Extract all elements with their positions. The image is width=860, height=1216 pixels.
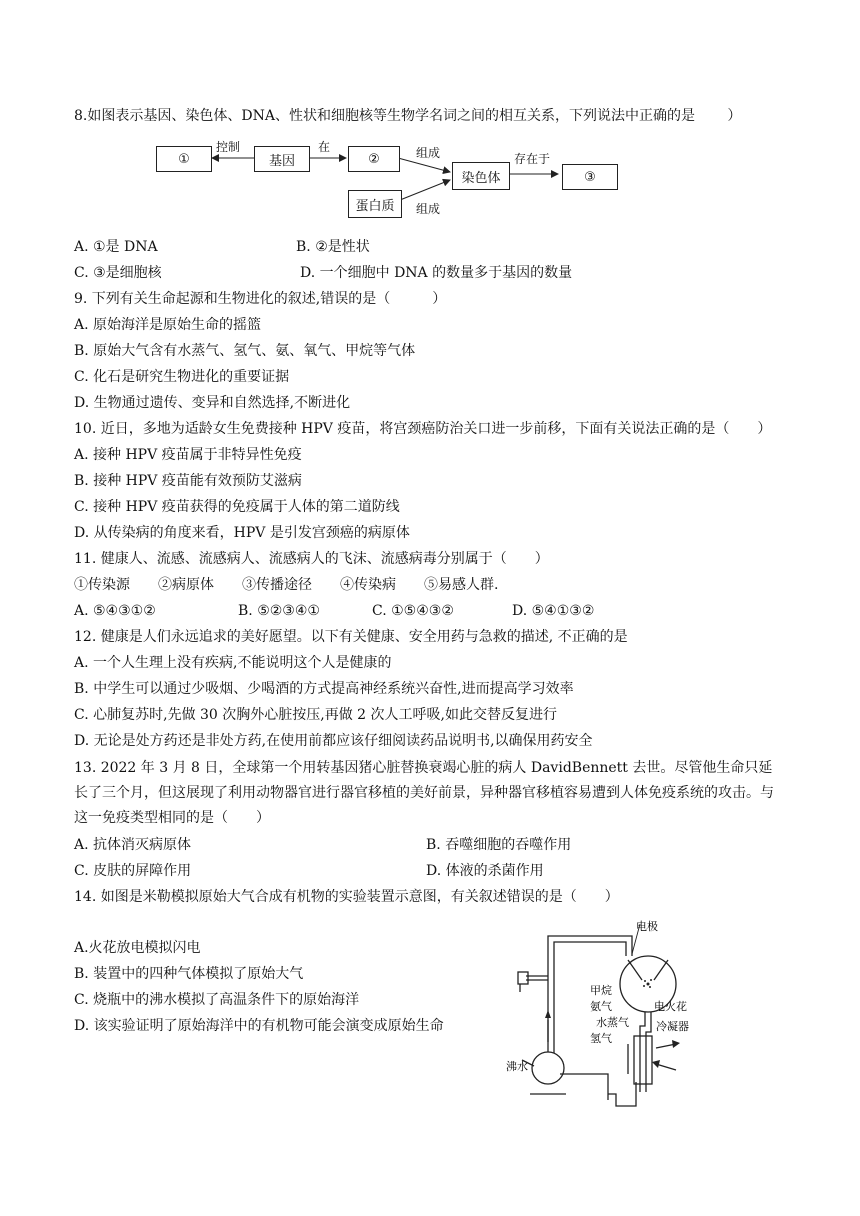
q14-stem: 14. 如图是米勒模拟原始大气合成有机物的实验装置示意图，有关叙述错误的是（ ） — [74, 889, 619, 905]
tube-right-inner — [646, 1012, 651, 1092]
label-condenser: 冷凝器 — [656, 1020, 689, 1033]
arrowhead-up — [545, 1010, 551, 1018]
spark-dot — [650, 979, 652, 981]
q10-option-a: A. 接种 HPV 疫苗属于非特异性免疫 — [74, 447, 302, 463]
label-spark: 电火花 — [654, 1000, 687, 1013]
q13-option-d: D. 体液的杀菌作用 — [426, 863, 544, 879]
bottom-trap — [608, 1082, 636, 1106]
arrowhead-in — [652, 1060, 660, 1068]
q9-option-a: A. 原始海洋是原始生命的摇篮 — [74, 317, 262, 333]
q14-option-b: B. 装置中的四种气体模拟了原始大气 — [74, 966, 304, 982]
arrowhead-out — [672, 1040, 680, 1048]
boiling-flask — [532, 1052, 564, 1084]
q13-option-c: C. 皮肤的屏障作用 — [74, 863, 192, 879]
flask-neck — [548, 1032, 554, 1053]
spark-dot — [643, 985, 645, 987]
label-compose-bottom: 组成 — [416, 202, 441, 216]
tube-right-outer — [640, 1012, 645, 1092]
q9-option-b: B. 原始大气含有水蒸气、氢气、氨、氧气、甲烷等气体 — [74, 343, 416, 359]
label-exist-in: 存在于 — [514, 152, 551, 166]
q11-option-a: A. ⑤④③①② — [74, 603, 156, 619]
q12-option-a: A. 一个人生理上没有疾病,不能说明这个人是健康的 — [74, 655, 392, 671]
spark-dot — [647, 983, 650, 986]
diagram-box-2: ② — [348, 146, 400, 172]
q11-option-b: B. ⑤②③④① — [238, 603, 320, 619]
q14-option-d: D. 该实验证明了原始海洋中的有机物可能会演变成原始生命 — [74, 1018, 444, 1034]
q8-option-a: A. ①是 DNA — [74, 239, 158, 255]
q14-option-a: A.火花放电模拟闪电 — [74, 940, 201, 956]
q11-stem: 11. 健康人、流感、流感病人、流感病人的飞沫、流感病毒分别属于（ ） — [74, 551, 549, 567]
q10-stem: 10. 近日，多地为适龄女生免费接种 HPV 疫苗，将宫颈癌防治关口进一步前移，下面有关说法正确的是（ ） — [74, 421, 772, 437]
label-electrode: 电极 — [636, 920, 658, 933]
label-ammonia: 氨气 — [590, 1000, 612, 1013]
label-boiling-water: 沸水 — [506, 1060, 528, 1073]
diagram-box-chromosome: 染色体 — [452, 162, 510, 190]
arrow-compose-bottom — [400, 180, 450, 200]
q12-option-d: D. 无论是处方药还是非处方药,在使用前都应该仔细阅读药品说明书,以确保用药安全 — [74, 733, 593, 749]
spark-dot — [649, 986, 651, 988]
q8-option-b: B. ②是性状 — [296, 239, 370, 255]
q12-stem: 12. 健康是人们永远追求的美好愿望。以下有关健康、安全用药与急救的描述, 不正确的是 — [74, 629, 628, 645]
q11-choices: ①传染源 ②病原体 ③传播途径 ④传染病 ⑤易感人群. — [74, 577, 499, 593]
q9-option-c: C. 化石是研究生物进化的重要证据 — [74, 369, 290, 385]
electrodes — [628, 960, 668, 980]
q8-stem: 8.如图表示基因、染色体、DNA、性状和细胞核等生物学名词之间的相互关系，下列说法中正确的是 ） — [74, 108, 742, 124]
q8-option-d: D. 一个细胞中 DNA 的数量多于基因的数量 — [300, 265, 573, 281]
miller-apparatus-figure — [500, 914, 700, 1110]
diagram-box-protein: 蛋白质 — [348, 190, 402, 218]
q8-option-c: C. ③是细胞核 — [74, 265, 162, 281]
q12-option-c: C. 心肺复苏时,先做 30 次胸外心脏按压,再做 2 次人工呼吸,如此交替反复进行 — [74, 707, 557, 723]
stopcock-valve — [518, 972, 528, 984]
q8-diagram — [150, 136, 630, 220]
diagram-box-3: ③ — [562, 164, 618, 190]
q13-option-b: B. 吞噬细胞的吞噬作用 — [426, 837, 572, 853]
q11-option-d: D. ⑤④①③② — [512, 603, 595, 619]
label-in: 在 — [318, 140, 331, 154]
diagram-box-1: ① — [156, 146, 212, 172]
q9-option-d: D. 生物通过遗传、变异和自然选择,不断进化 — [74, 395, 351, 411]
stopcock-pipe — [526, 976, 548, 980]
q10-option-c: C. 接种 HPV 疫苗获得的免疫属于人体的第二道防线 — [74, 499, 400, 515]
q10-option-d: D. 从传染病的角度来看，HPV 是引发宫颈癌的病原体 — [74, 525, 410, 541]
q10-option-b: B. 接种 HPV 疫苗能有效预防艾滋病 — [74, 473, 302, 489]
condenser-jacket — [634, 1036, 652, 1084]
label-control: 控制 — [216, 140, 241, 154]
q14-option-c: C. 烧瓶中的沸水模拟了高温条件下的原始海洋 — [74, 992, 360, 1008]
label-water-vapor: 水蒸气 — [596, 1016, 629, 1029]
return-tube — [560, 1074, 608, 1100]
q13-stem: 13. 2022 年 3 月 8 日，全球第一个用转基因猪心脏替换衰竭心脏的病人 DavidBennett 去世。尽管他生命只延长了三个月，但这展现了利用动物器官进行器官移植的美好前景，异种器官移植容易遭到人体免疫系统的攻击。与这一免疫类型相同的是（ ） — [74, 760, 774, 826]
spark-dot — [644, 980, 646, 982]
q12-option-b: B. 中学生可以通过少吸烟、少喝酒的方式提高神经系统兴奋性,进而提高学习效率 — [74, 681, 574, 697]
q9-stem: 9. 下列有关生命起源和生物进化的叙述,错误的是（ ） — [74, 291, 447, 307]
label-compose-top: 组成 — [416, 146, 441, 160]
q13-option-a: A. 抗体消灭病原体 — [74, 837, 192, 853]
q11-option-c: C. ①⑤④③② — [372, 603, 454, 619]
label-hydrogen: 氢气 — [590, 1032, 612, 1045]
diagram-box-gene: 基因 — [254, 146, 310, 172]
label-methane: 甲烷 — [590, 984, 612, 997]
